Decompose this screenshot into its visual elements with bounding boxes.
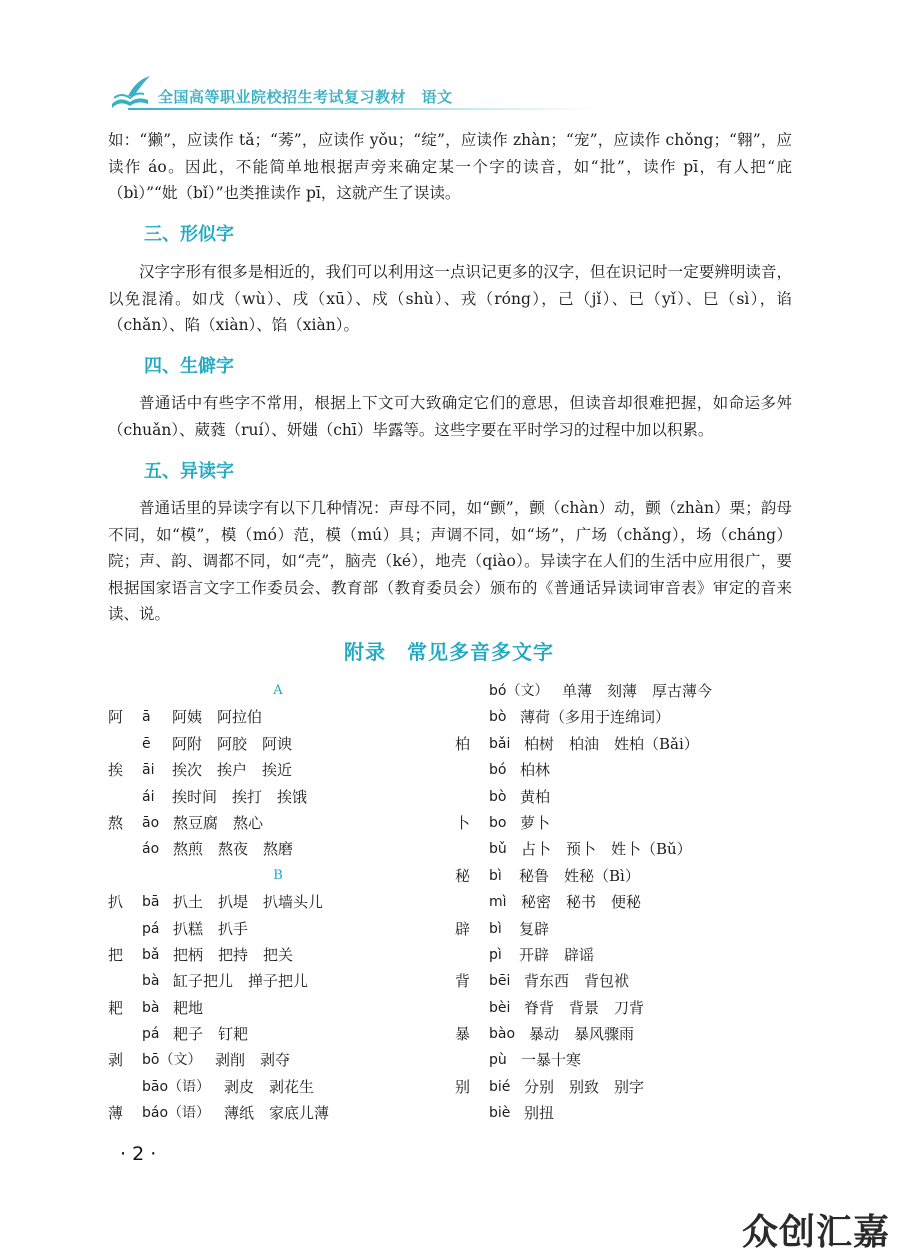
entry-words: 薄纸 家底儿薄: [224, 1104, 330, 1123]
appendix-entry: [108, 889, 448, 915]
entry-words: 分别 别致 别字: [524, 1077, 645, 1096]
entry-pinyin: bǔ: [489, 841, 507, 858]
appendix-entry: [108, 784, 448, 810]
section-text-variant-readings: 普通话里的异读字有以下几种情况：声母不同，如“颤”，颤（chàn）动，颤（zhàn）栗；韵母不同，如“模”，模（mó）范，模（mú）具；声调不同，如“场”，广场（chǎng），场（cháng）院；声、韵、调都不同，如“壳”，脑壳（ké），地壳（qiào）。异读字在人们的生活中应用很广，要根据国家语言文字工作委员会、教育部（教育委员会）颁布的《普通话异读词审音表》审定的音来读、说。: [108, 499, 792, 623]
entry-pinyin: āo: [142, 814, 160, 831]
entry-char: 薄: [108, 1104, 124, 1123]
entry-pinyin: bā: [142, 894, 160, 911]
entry-words: 缸子把儿 掸子把儿: [173, 972, 309, 991]
entry-words: 复辟: [519, 919, 550, 938]
appendix-entry: [108, 836, 448, 862]
entry-words: 单薄 刻薄 厚古薄今: [562, 682, 713, 700]
entry-pinyin: bēi: [489, 973, 511, 990]
appendix-entry: [455, 678, 795, 704]
page-header: [108, 74, 528, 114]
appendix-entry: [455, 1047, 795, 1073]
entry-pinyin: pá: [142, 920, 160, 937]
svg-text:众创汇嘉: 众创汇嘉: [742, 1212, 891, 1253]
appendix-right-column: [455, 678, 795, 1127]
entry-words: 柏树 柏油 姓柏（Bǎi）: [524, 734, 699, 753]
appendix-entry: [108, 704, 448, 730]
entry-words: 扒土 扒堤 扒墙头儿: [173, 893, 324, 912]
appendix-entry: [108, 757, 448, 783]
entry-pinyin: pá: [142, 1026, 160, 1043]
appendix-entry: [455, 968, 795, 994]
entry-char: 阿: [108, 708, 124, 727]
entry-pinyin: bì: [489, 867, 502, 884]
appendix-left-column: [108, 678, 448, 1127]
entry-pinyin: bó: [489, 762, 507, 779]
entry-words: 熬豆腐 熬心: [173, 813, 264, 832]
entry-char: 暴: [455, 1025, 471, 1044]
appendix-title: 附录 常见多音多文字: [344, 640, 554, 664]
entry-char: 背: [455, 972, 471, 991]
section-heading-variant-readings: 五、异读字: [144, 461, 234, 482]
entry-words: 黄柏: [520, 787, 551, 806]
entry-words: 耙地: [173, 998, 204, 1017]
entry-words: 熬煎 熬夜 熬磨: [173, 840, 294, 859]
entry-words: 秘鲁 姓秘（Bì）: [519, 866, 640, 885]
appendix-entry: [455, 995, 795, 1021]
appendix-entry: [108, 995, 448, 1021]
entry-pinyin: bì: [489, 920, 502, 937]
appendix-entry: [108, 1100, 448, 1126]
entry-pinyin: pù: [489, 1052, 507, 1069]
entry-pinyin: pì: [489, 946, 502, 963]
entry-char: 别: [455, 1077, 471, 1096]
entry-words: 耙子 钉耙: [173, 1025, 249, 1044]
entry-words: 阿附 阿胶 阿谀: [172, 734, 293, 753]
appendix-entry: [455, 1021, 795, 1047]
entry-pinyin: ái: [142, 788, 155, 805]
entry-char: 辟: [455, 919, 471, 938]
page-number: · 2 ·: [120, 1143, 157, 1165]
entry-pinyin: bò: [489, 788, 507, 805]
section-heading-similar-chars: 三、形似字: [144, 224, 234, 245]
appendix-letter-heading: B: [273, 867, 283, 883]
entry-pinyin: ā: [142, 709, 151, 726]
entry-words: 背东西 背包袱: [524, 972, 630, 991]
appendix-entry: [108, 968, 448, 994]
entry-pinyin: bāo（语）: [142, 1078, 211, 1095]
intro-paragraph: 如：“獭”，应读作 tǎ；“莠”，应读作 yǒu；“绽”，应读作 zhàn；“宠”，应读作 chǒng；“翱”，应读作 áo。因此，不能简单地根据声旁来确定某一个字的读音，如“批”，读作 pī，有人把“庇（bì）”“妣（bǐ）”也类推读作 pī，这就产生了误读。: [108, 131, 792, 202]
appendix-entry: [455, 916, 795, 942]
appendix-entry: [455, 889, 795, 915]
appendix-entry: [108, 1047, 448, 1073]
entry-pinyin: mì: [489, 894, 507, 911]
appendix-entry: [455, 836, 795, 862]
header-title: 全国高等职业院校招生考试复习教材 语文: [158, 88, 453, 106]
appendix-entry: [108, 1021, 448, 1047]
entry-pinyin: āi: [142, 762, 155, 779]
entry-words: 剥皮 剥花生: [224, 1077, 315, 1096]
entry-char: 熬: [108, 813, 124, 832]
entry-pinyin: bò: [489, 709, 507, 726]
entry-pinyin: bó（文）: [489, 683, 549, 699]
entry-words: 薄荷（多用于连绵词）: [520, 708, 671, 727]
entry-char: 耙: [108, 998, 124, 1017]
appendix-entry: [455, 757, 795, 783]
section-text-rare-chars: 普通话中有些字不常用，根据上下文可大致确定它们的意思，但读音却很难把握，如命运多舛（chuǎn）、葳蕤（ruí）、妍媸（chī）毕露等。这些字要在平时学习的过程中加以积累。: [108, 394, 792, 439]
entry-words: 挨时间 挨打 挨饿: [172, 787, 308, 806]
appendix-entry: [455, 704, 795, 730]
entry-pinyin: bǎ: [142, 946, 160, 963]
entry-words: 阿姨 阿拉伯: [172, 708, 263, 727]
appendix-entry: [108, 1074, 448, 1100]
entry-pinyin: bà: [142, 973, 160, 990]
appendix-entry: [455, 863, 795, 889]
watermark-logo: [738, 1206, 898, 1253]
entry-char: 挨: [108, 761, 124, 780]
section-heading-rare-chars: 四、生僻字: [144, 356, 234, 377]
entry-char: 扒: [108, 893, 124, 912]
entry-words: 剥削 剥夺: [215, 1051, 291, 1070]
entry-words: 把柄 把持 把关: [173, 945, 294, 964]
entry-pinyin: ē: [142, 735, 151, 752]
entry-pinyin: bo: [489, 814, 507, 831]
entry-pinyin: bà: [142, 999, 160, 1016]
entry-pinyin: bō（文）: [142, 1052, 202, 1069]
entry-words: 占卜 预卜 姓卜（Bǔ）: [521, 840, 692, 859]
entry-words: 萝卜: [520, 813, 551, 832]
entry-words: 别扭: [524, 1104, 555, 1123]
entry-words: 脊背 背景 刀背: [524, 998, 645, 1017]
entry-words: 一暴十寒: [521, 1051, 582, 1070]
entry-char: 卜: [455, 813, 471, 832]
entry-char: 把: [108, 945, 124, 964]
entry-words: 扒糕 扒手: [173, 919, 249, 938]
entry-words: 挨次 挨户 挨近: [172, 761, 293, 780]
header-rule: [128, 108, 598, 110]
entry-words: 开辟 辟谣: [519, 945, 595, 964]
entry-words: 秘密 秘书 便秘: [521, 893, 642, 912]
appendix-entry: [108, 731, 448, 757]
entry-pinyin: biè: [489, 1105, 511, 1122]
appendix-entry: [455, 784, 795, 810]
appendix-entry: [455, 942, 795, 968]
entry-pinyin: áo: [142, 841, 160, 858]
entry-pinyin: báo（语）: [142, 1105, 211, 1122]
entry-words: 暴动 暴风骤雨: [529, 1025, 635, 1044]
section-text-similar-chars: 汉字字形有很多是相近的，我们可以利用这一点识记更多的汉字，但在识记时一定要辨明读音，以免混淆。如戊（wù）、戌（xū）、戍（shù）、戎（róng），己（jǐ）、已（yǐ）、巳（sì），谄（chǎn）、陷（xiàn）、馅（xiàn）。: [108, 263, 792, 334]
appendix-entry: [108, 810, 448, 836]
appendix-letter-heading: A: [273, 683, 283, 698]
appendix-entry: [455, 1074, 795, 1100]
appendix-entry: [455, 731, 795, 757]
entry-char: 柏: [455, 734, 471, 753]
appendix-entry: [455, 1100, 795, 1126]
entry-pinyin: bèi: [489, 999, 511, 1016]
entry-char: 剥: [108, 1051, 124, 1070]
entry-pinyin: bǎi: [489, 735, 511, 752]
appendix-entry: [455, 810, 795, 836]
entry-pinyin: bào: [489, 1026, 516, 1043]
entry-pinyin: bié: [489, 1078, 511, 1095]
appendix-entry: [108, 916, 448, 942]
entry-words: 柏林: [520, 761, 551, 780]
entry-char: 秘: [455, 866, 471, 885]
appendix-entry: [108, 942, 448, 968]
